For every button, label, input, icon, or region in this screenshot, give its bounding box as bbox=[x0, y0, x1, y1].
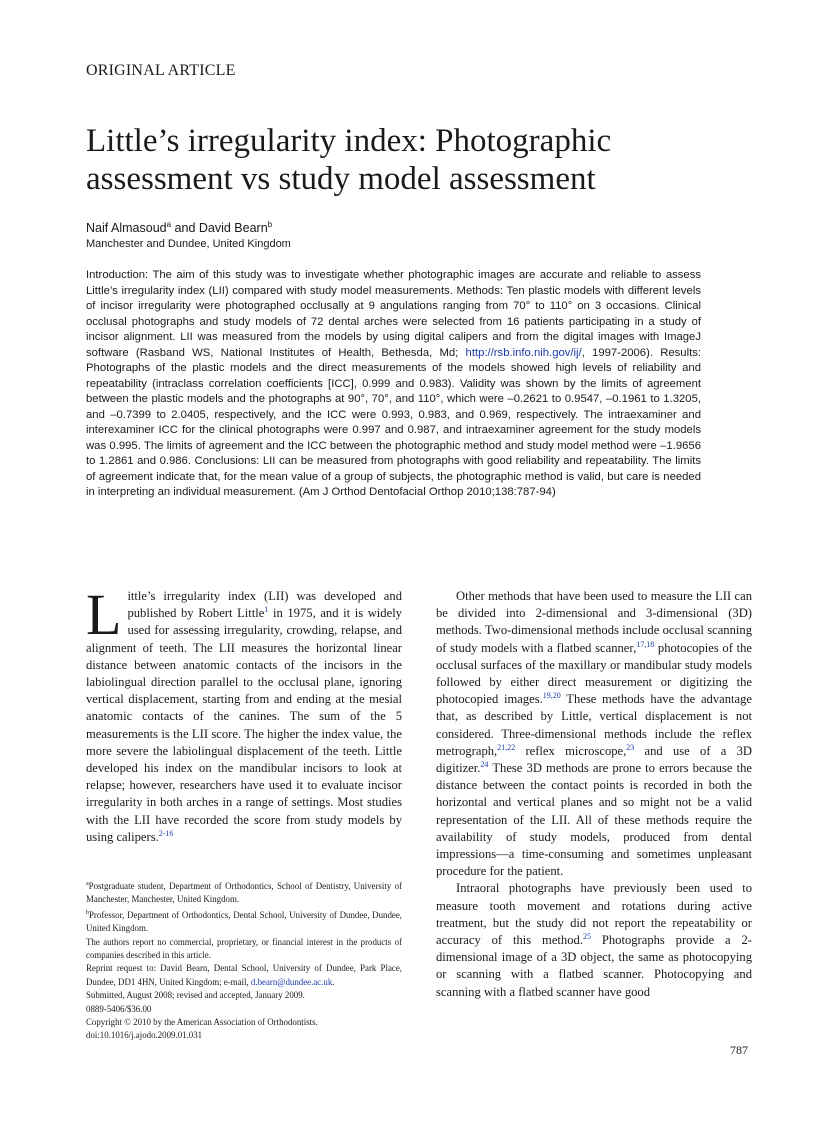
footnote bbox=[86, 878, 402, 907]
email-link[interactable]: d.bearn@dundee.ac.uk bbox=[250, 976, 333, 987]
abstract-link[interactable]: http://rsb.info.nih.gov/ij/ bbox=[465, 346, 582, 359]
copyright: Copyright © 2010 by the American Association of Orthodontists. bbox=[86, 1017, 318, 1027]
body-text: photocopies of the occlusal surfaces of the maxillary or mandibular study models followed by either direct measurement or digitizing the photocopied images. bbox=[436, 640, 752, 707]
issn: 0889-5406/$36.00 bbox=[86, 1003, 152, 1014]
footnote-mark: b bbox=[86, 909, 89, 916]
citation-link[interactable]: 21,22 bbox=[497, 742, 516, 752]
author-name: David Bearn bbox=[198, 221, 268, 236]
footnote bbox=[86, 907, 402, 936]
body-paragraph bbox=[436, 588, 752, 880]
body-paragraph bbox=[436, 880, 752, 1000]
drop-cap: L bbox=[86, 582, 122, 647]
affiliation-mark: a bbox=[166, 220, 172, 229]
reprint-request bbox=[86, 962, 402, 989]
affiliation-mark: b bbox=[267, 220, 273, 229]
body-text: reflex microscope, bbox=[515, 743, 627, 758]
body-text: Intraoral photographs have previously been used to measure tooth movement and rotations during active treatment, but the study did not report the repeatability or accuracy of this method. bbox=[436, 881, 752, 948]
abstract bbox=[86, 268, 701, 501]
citation-link[interactable]: 24 bbox=[480, 759, 489, 769]
section-label: ORIGINAL ARTICLE bbox=[86, 62, 236, 79]
body-column-left bbox=[86, 582, 402, 846]
footnotes bbox=[86, 878, 402, 1043]
body-text: These 3D methods are prone to errors because the distance between the contact points is recorded in both the horizontal and vertical planes and so might not be a valid representation of the LII. All of these methods require the availability of study models, produced from dental impressions—a time-consuming and sometimes unpleasant procedure for the patient. bbox=[436, 761, 752, 879]
citation-link[interactable]: 1 bbox=[264, 605, 269, 615]
footnote-text: Professor, Department of Orthodontics, Dental School, University of Dundee, Dundee, United Kingdom. bbox=[86, 909, 402, 934]
author-line bbox=[86, 220, 272, 235]
body-text: Other methods that have been used to measure the LII can be divided into 2-dimensional and 3-dimensional (3D) methods. Two-dimensional methods include occlusal scanning of study models with a flatbed scanner, bbox=[436, 589, 752, 655]
body-text: ittle’s irregularity index (LII) was developed and published by Robert Little bbox=[127, 589, 402, 621]
body-text: in 1975, and it is widely used for assessing irregularity, crowding, relapse, and alignment of teeth. The LII measures the horizontal linear distance between anatomic contacts of the incisors in the labiolingual direction parallel to the occlusal plane, ignoring vertical displacement, starting from and ending at the mesial anatomic contacts of the canines. The sum of the 5 measurements is the LII score. The higher the index value, the more severe the labiolingual displacement of the teeth. Little developed his index on the mandibular incisors to look at relapse; however, researchers have used it to evaluate incisor irregularity in both arches in a range of settings. Most studies with the LII have recorded the score from study models by using calipers. bbox=[86, 606, 402, 844]
submission-dates: Submitted, August 2008; revised and accepted, January 2009. bbox=[86, 990, 305, 1001]
doi: doi:10.1016/j.ajodo.2009.01.031 bbox=[86, 1030, 203, 1041]
citation-link[interactable]: 19,20 bbox=[542, 691, 561, 701]
footnote-mark: a bbox=[86, 881, 89, 887]
body-text: Photographs provide a 2-dimensional image of a 3D object, the same as photocopying or scanning with a flatbed scanner. Photocopying and scanning with a flatbed scanner have good bbox=[436, 933, 752, 999]
citation-link[interactable]: 17,18 bbox=[636, 639, 655, 649]
footnote-text: . bbox=[332, 976, 335, 987]
article-title: Little’s irregularity index: Photographic assessment vs study model assessment bbox=[86, 123, 612, 197]
author-joiner: and bbox=[171, 221, 199, 236]
citation-link[interactable]: 23 bbox=[626, 742, 635, 752]
body-text: These methods have the advantage that, as described by Little, vertical displacement is not considered. Three-dimensional methods include the reflex metrograph, bbox=[436, 692, 752, 758]
affiliation: Manchester and Dundee, United Kingdom bbox=[86, 238, 291, 250]
abstract-text: Introduction: The aim of this study was to investigate whether photographic images are accurate and reliable to assess Little’s irregularity index (LII) compared with study model measurements. Methods: Ten plastic models with different levels of incisor irregularity were photographed occlusally at 9 angulations ranging from 70° to 110° on 3 occasions. Clinical occlusal photographs and study models of 72 dental arches were selected from 16 patients participating in a study of incisor alignment. LII was measured from the models by using digital calipers and from the digital images with ImageJ software (Rasband WS, National Institutes of Health, Bethesda, Md; bbox=[86, 269, 701, 359]
citation-link[interactable]: 2-16 bbox=[158, 828, 174, 838]
body-paragraph bbox=[86, 582, 402, 846]
page-number: 787 bbox=[730, 1043, 748, 1057]
footnote-text: Reprint request to: David Bearn, Dental School, University of Dundee, Park Place, Dundee, DD1 4HN, United Kingdom; e-mail, bbox=[86, 963, 402, 987]
body-column-right bbox=[436, 588, 752, 1001]
body-text: and use of a 3D digitizer. bbox=[436, 743, 753, 776]
disclosure-note: The authors report no commercial, proprietary, or financial interest in the products of companies described in this article. bbox=[86, 936, 402, 960]
author-name: Naif Almasoud bbox=[86, 221, 167, 236]
footnote-text: Postgraduate student, Department of Orthodontics, School of Dentistry, University of Manchester, Manchester, United Kingdom. bbox=[86, 880, 402, 905]
citation-link[interactable]: 25 bbox=[582, 931, 591, 941]
abstract-text: , 1997-2006). Results: Photographs of the plastic models and the direct measurements of the models showed high levels of reliability and repeatability (intraclass correlation coefficients [ICC], 0.999 and 0.983). Validity was shown by the limits of agreement between the plastic models and the photographs at 90°, 70°, and 110°, which were –0.2621 to 0.9547, –0.1961 to 1.3205, and –0.7399 to 2.0405, respectively, and the ICC were 0.993, 0.983, and 0.969, respectively. The intraexaminer and interexaminer ICC for the clinical photographs were 0.997 and 0.987, and intraexaminer agreement for the study models was 0.995. The limits of agreement and the ICC between the photographic method and study model method were –1.9656 to 1.2861 and 0.986. Conclusions: LII can be measured from photographs with good reliability and repeatability. The limits of agreement indicate that, for the mean value of a group of subjects, the photographic method is valid, but care is needed in interpreting an individual measurement. (Am J Orthod Dentofacial Orthop 2010;138:787-94) bbox=[86, 346, 702, 498]
